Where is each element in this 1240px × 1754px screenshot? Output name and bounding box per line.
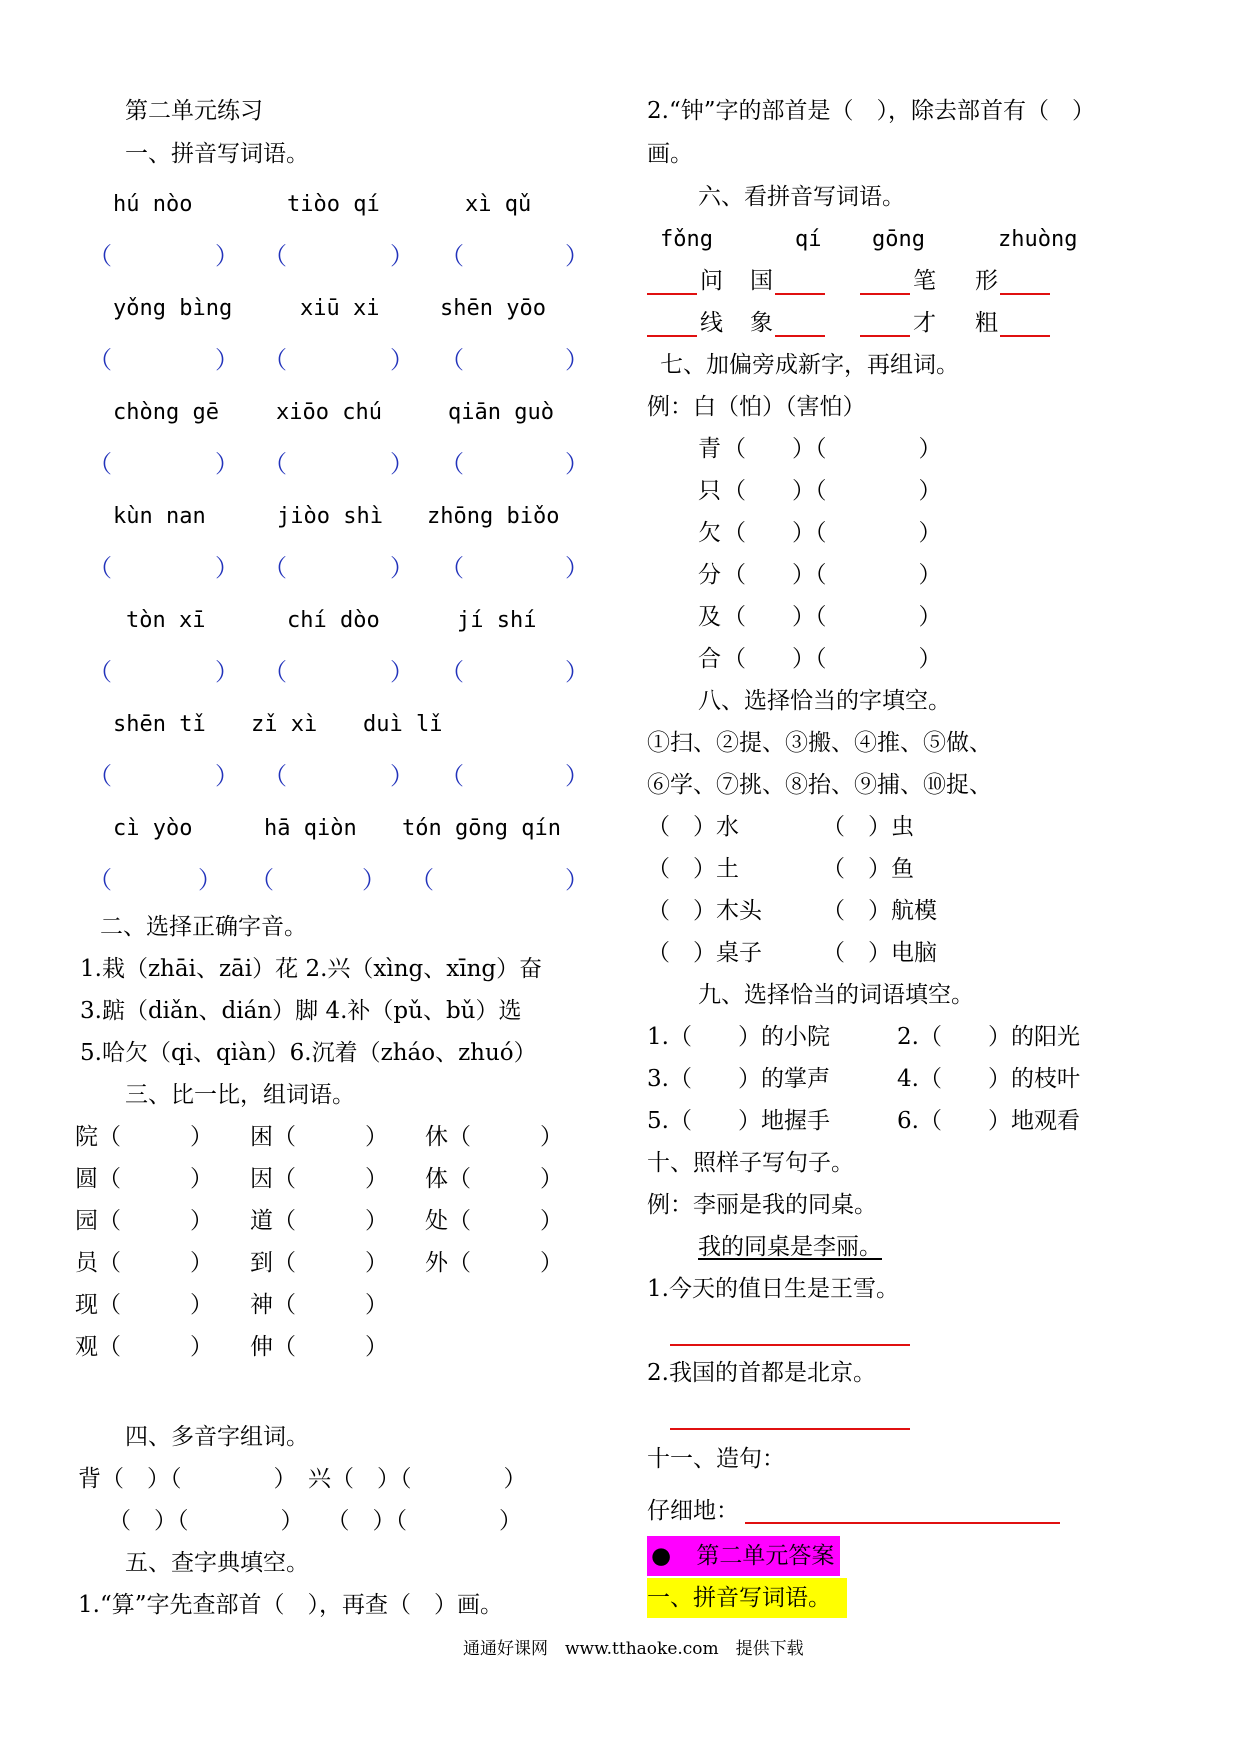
open-bracket: （: [263, 348, 287, 374]
word-slot: 现（ ）: [75, 1292, 213, 1318]
close-bracket: ）: [565, 660, 589, 686]
fill-char-item: （ ）桌子: [647, 940, 762, 966]
word-slot: 观（ ）: [75, 1334, 213, 1360]
word-slot: 体（ ）: [425, 1166, 563, 1192]
fill-word-item: 2.（ ）的阳光: [897, 1024, 1080, 1050]
close-bracket: ）: [215, 556, 239, 582]
base-char: 及: [698, 604, 721, 630]
section-8-heading: 八、选择恰当的字填空。: [698, 688, 951, 714]
fill-char-item: （ ）鱼: [822, 856, 914, 882]
section-1-heading: 一、拼音写词语。: [125, 141, 309, 167]
close-bracket: ）: [390, 244, 414, 270]
word-slot: 困（ ）: [250, 1124, 388, 1150]
word-slot: 神（ ）: [250, 1292, 388, 1318]
open-bracket: （: [440, 660, 464, 686]
section-2-line-2: 3.踮（diǎn、dián）脚 4.补（pǔ、bǔ）选: [80, 998, 522, 1024]
s6-blank: [860, 293, 910, 295]
pinyin-word: jí shí: [457, 608, 537, 633]
open-bracket: （: [263, 660, 287, 686]
s6-char: 形: [975, 268, 998, 294]
open-bracket: （: [250, 868, 274, 894]
s6-blank: [647, 293, 697, 295]
section-10-example-answer: 我的同桌是李丽。: [698, 1234, 882, 1260]
answer-line: [670, 1428, 910, 1430]
fill-char-item: （ ）土: [647, 856, 739, 882]
close-bracket: ）: [565, 452, 589, 478]
s6-char: 国: [750, 268, 773, 294]
word-slot: 园（ ）: [75, 1208, 213, 1234]
close-bracket: ）: [215, 452, 239, 478]
bullet-icon: ●: [651, 1543, 672, 1569]
s6-blank: [1000, 335, 1050, 337]
word-slot: 道（ ）: [250, 1208, 388, 1234]
base-char: 合: [698, 646, 721, 672]
radical-slot: （ ）（ ）: [723, 478, 942, 504]
section-10-heading: 十、照样子写句子。: [647, 1150, 854, 1176]
answer-line: [745, 1522, 1060, 1524]
close-bracket: ）: [215, 660, 239, 686]
fill-char-item: （ ）木头: [647, 898, 762, 924]
pinyin-word: shēn yōo: [440, 296, 546, 321]
s6-char: 线: [700, 310, 723, 336]
s6-blank: [1000, 293, 1050, 295]
open-bracket: （: [440, 244, 464, 270]
open-bracket: （: [440, 452, 464, 478]
section-10-question-2: 2.我国的首都是北京。: [647, 1360, 876, 1386]
s6-pinyin-1: fǒng: [660, 227, 713, 252]
pinyin-word: chòng gē: [113, 400, 219, 425]
section-9-heading: 九、选择恰当的词语填空。: [698, 982, 974, 1008]
open-bracket: （: [263, 244, 287, 270]
s6-pinyin-2: qí: [795, 227, 822, 252]
close-bracket: ）: [198, 868, 222, 894]
s6-char: 才: [913, 310, 936, 336]
section-10-example: 例：李丽是我的同桌。: [647, 1192, 877, 1218]
section-5-question-1: 1.“算”字先查部首（ ），再查（ ）画。: [78, 1592, 503, 1618]
s6-char: 问: [700, 268, 723, 294]
section-6-heading: 六、看拼音写词语。: [698, 184, 905, 210]
word-slot: 院（ ）: [75, 1124, 213, 1150]
open-bracket: （: [88, 660, 112, 686]
section-5-heading: 五、查字典填空。: [125, 1550, 309, 1576]
page-title: 第二单元练习: [125, 98, 263, 124]
footer: 通通好课网 www.tthaoke.com 提供下载: [463, 1639, 804, 1659]
section-3-heading: 三、比一比，组词语。: [125, 1082, 355, 1108]
fill-char-item: （ ）虫: [822, 814, 914, 840]
open-bracket: （: [410, 868, 434, 894]
close-bracket: ）: [390, 348, 414, 374]
open-bracket: （: [440, 348, 464, 374]
fill-char-item: （ ）水: [647, 814, 739, 840]
word-slot: 因（ ）: [250, 1166, 388, 1192]
pinyin-word: yǒng bìng: [113, 296, 233, 321]
fill-word-item: 4.（ ）的枝叶: [897, 1066, 1080, 1092]
close-bracket: ）: [215, 764, 239, 790]
pinyin-word: jiòo shì: [277, 504, 383, 529]
pinyin-word: chí dòo: [287, 608, 380, 633]
close-bracket: ）: [362, 868, 386, 894]
pinyin-word: xiū xi: [300, 296, 380, 321]
pinyin-word: hā qiòn: [264, 816, 357, 841]
section-5-question-2-cont: 画。: [647, 141, 693, 167]
open-bracket: （: [263, 452, 287, 478]
fill-word-item: 3.（ ）的掌声: [647, 1066, 830, 1092]
section-2-heading: 二、选择正确字音。: [100, 914, 307, 940]
section-2-line-1: 1.栽（zhāi、zāi）花 2.兴（xìng、xīng）奋: [80, 956, 543, 982]
radical-slot: （ ）（ ）: [723, 436, 942, 462]
base-char: 青: [698, 436, 721, 462]
close-bracket: ）: [390, 452, 414, 478]
section-7-heading: 七、加偏旁成新字，再组词。: [660, 352, 959, 378]
open-bracket: （: [440, 764, 464, 790]
open-bracket: （: [88, 348, 112, 374]
section-4-line-1: 背（ ）（ ） 兴（ ）（ ）: [78, 1466, 527, 1492]
s6-char: 象: [750, 310, 773, 336]
close-bracket: ）: [215, 348, 239, 374]
word-slot: 休（ ）: [425, 1124, 563, 1150]
close-bracket: ）: [565, 348, 589, 374]
close-bracket: ）: [565, 556, 589, 582]
word-slot: 圆（ ）: [75, 1166, 213, 1192]
pinyin-word: tòn xī: [126, 608, 206, 633]
radical-slot: （ ）（ ）: [723, 646, 942, 672]
pinyin-word: qiān guò: [448, 400, 554, 425]
word-slot: 外（ ）: [425, 1250, 563, 1276]
open-bracket: （: [88, 556, 112, 582]
s6-pinyin-3: gōng: [872, 227, 925, 252]
pinyin-word: shēn tǐ: [113, 712, 206, 737]
open-bracket: （: [88, 244, 112, 270]
section-11-question-1: 仔细地：: [647, 1498, 739, 1524]
answers-title: 第二单元答案: [696, 1543, 835, 1569]
open-bracket: （: [263, 764, 287, 790]
pinyin-word: kùn nan: [113, 504, 206, 529]
pinyin-word: tiòo qí: [287, 192, 380, 217]
close-bracket: ）: [565, 868, 589, 894]
base-char: 分: [698, 562, 721, 588]
fill-word-item: 1.（ ）的小院: [647, 1024, 830, 1050]
radical-slot: （ ）（ ）: [723, 562, 942, 588]
open-bracket: （: [88, 452, 112, 478]
answer-line: [670, 1344, 910, 1346]
close-bracket: ）: [390, 764, 414, 790]
section-7-example: 例：白（怕）（害怕）: [647, 394, 866, 420]
close-bracket: ）: [215, 244, 239, 270]
pinyin-word: hú nòo: [113, 192, 193, 217]
s6-blank: [860, 335, 910, 337]
open-bracket: （: [440, 556, 464, 582]
fill-word-item: 5.（ ）地握手: [647, 1108, 830, 1134]
pinyin-word: duì lǐ: [363, 712, 443, 737]
close-bracket: ）: [565, 764, 589, 790]
fill-word-item: 6.（ ）地观看: [897, 1108, 1080, 1134]
s6-blank: [647, 335, 697, 337]
radical-slot: （ ）（ ）: [723, 520, 942, 546]
base-char: 欠: [698, 520, 721, 546]
close-bracket: ）: [390, 660, 414, 686]
close-bracket: ）: [565, 244, 589, 270]
pinyin-word: cì yòo: [113, 816, 193, 841]
open-bracket: （: [263, 556, 287, 582]
pinyin-word: xiōo chú: [276, 400, 382, 425]
section-4-line-2: （ ）（ ） （ ）（ ）: [108, 1508, 522, 1534]
close-bracket: ）: [390, 556, 414, 582]
section-8-options-1: ①扫、②提、③搬、④推、⑤做、: [647, 730, 992, 756]
answers-first-heading: 一、拼音写词语。: [647, 1578, 847, 1618]
section-5-question-2: 2.“钟”字的部首是（ ），除去部首有（ ）: [647, 98, 1095, 124]
open-bracket: （: [88, 764, 112, 790]
section-2-line-3: 5.哈欠（qi、qiàn）6.沉着（zháo、zhuó）: [80, 1040, 537, 1066]
word-slot: 员（ ）: [75, 1250, 213, 1276]
section-11-heading: 十一、造句：: [647, 1446, 785, 1472]
s6-blank: [775, 293, 825, 295]
word-slot: 处（ ）: [425, 1208, 563, 1234]
section-10-question-1: 1.今天的值日生是王雪。: [647, 1276, 899, 1302]
radical-slot: （ ）（ ）: [723, 604, 942, 630]
pinyin-word: zǐ xì: [251, 712, 318, 737]
base-char: 只: [698, 478, 721, 504]
s6-char: 笔: [913, 268, 936, 294]
fill-char-item: （ ）航模: [822, 898, 937, 924]
pinyin-word: tón gōng qín: [402, 816, 561, 841]
s6-char: 粗: [975, 310, 998, 336]
s6-blank: [775, 335, 825, 337]
pinyin-word: zhōng biǒo: [427, 504, 560, 529]
s6-pinyin-4: zhuòng: [998, 227, 1078, 252]
section-4-heading: 四、多音字组词。: [125, 1424, 309, 1450]
word-slot: 到（ ）: [250, 1250, 388, 1276]
word-slot: 伸（ ）: [250, 1334, 388, 1360]
open-bracket: （: [88, 868, 112, 894]
fill-char-item: （ ）电脑: [822, 940, 937, 966]
section-8-options-2: ⑥学、⑦挑、⑧抬、⑨捕、⑩捉、: [647, 772, 992, 798]
answers-title-box: [647, 1536, 840, 1576]
pinyin-word: xì qǔ: [465, 192, 532, 217]
